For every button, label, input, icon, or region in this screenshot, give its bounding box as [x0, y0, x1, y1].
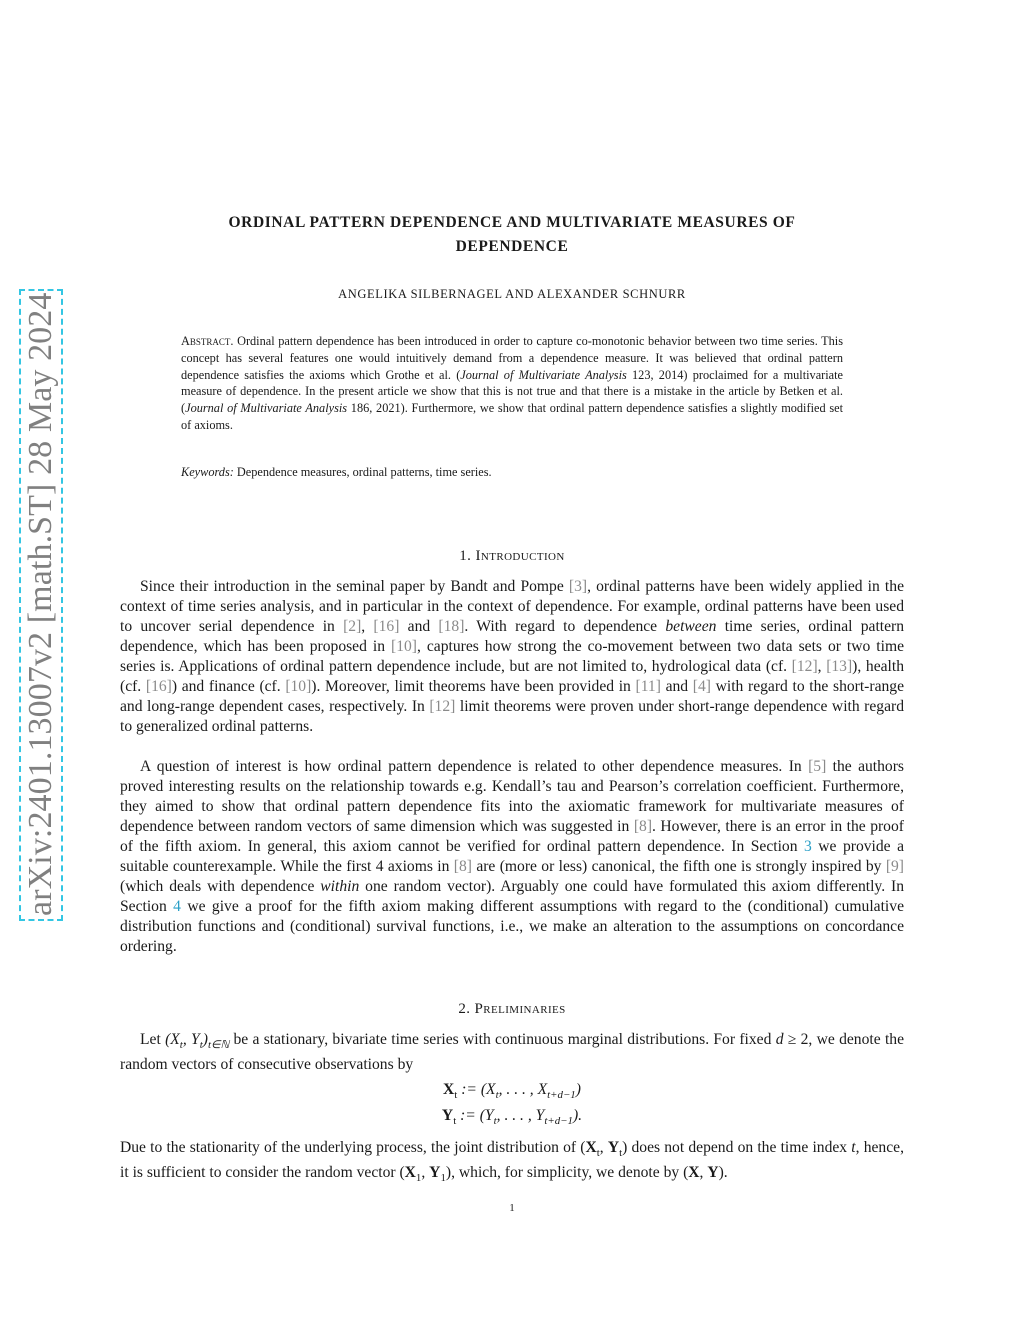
vector-symbol: Y — [607, 1139, 620, 1156]
text-run: and — [399, 618, 439, 635]
section-crossref[interactable]: 3 — [804, 838, 812, 855]
math-run: (X — [165, 1031, 180, 1048]
text-run: , — [817, 658, 827, 675]
section-heading-introduction: 1. Introduction — [459, 548, 565, 564]
citation-link[interactable]: [12] — [429, 698, 456, 715]
keywords-label: Keywords: — [181, 465, 234, 479]
abstract-text-3: 186, 2021). Furthermore, we show that ordinal pattern dependence satisfies a slightly modified set of axioms. — [181, 401, 843, 432]
text-run: limit theorems were proven under short-range dependence with regard to generalized ordinal patterns. — [120, 698, 905, 735]
citation-link[interactable]: [8] — [633, 818, 653, 835]
arxiv-identifier[interactable]: arXiv:2401.13007v2 [math.ST] 28 May 2024 — [22, 292, 59, 916]
vector-symbol: X — [585, 1139, 597, 1156]
text-run: ) does not depend on the time index — [622, 1139, 852, 1156]
text-run: time series, ordinal pattern dependence, which has been proposed in — [120, 618, 905, 655]
text-run: , captures how strong the co-movement between two data sets or two time series is. Applications of ordinal pattern dependence include, but are not limited to, hydrological data (cf. — [120, 638, 904, 675]
citation-link[interactable]: [9] — [885, 858, 904, 875]
math-subscript: 1 — [415, 1172, 422, 1185]
citation-link[interactable]: [4] — [692, 678, 711, 695]
text-run: , — [421, 1164, 430, 1182]
citation-link[interactable]: [10] — [285, 678, 312, 695]
text-run: , ordinal patterns have been widely applied in the context of time series analysis, and in particular in the context of dependence. For example, ordinal patterns have been used to uncover serial dependence in — [120, 578, 904, 635]
math-run: , . . . , Y — [496, 1107, 545, 1124]
intro-paragraph-1 — [120, 577, 904, 737]
citation-link[interactable]: [13] — [826, 658, 853, 675]
math-subscript: t — [179, 1039, 183, 1052]
math-subscript: t — [199, 1039, 203, 1052]
text-run: . However, there is an error in the proof of the fifth axiom. In general, this axiom cannot be verified for ordinal pattern dependence. In Section — [120, 818, 904, 855]
vector-symbol: Y — [441, 1107, 454, 1124]
text-run: are (more or less) canonical, the fifth one is strongly inspired by — [471, 858, 886, 875]
math-run: ). — [572, 1107, 583, 1124]
text-run: , — [699, 1164, 708, 1182]
text-run: ). Moreover, limit theorems have been provided in — [311, 678, 636, 695]
citation-link[interactable]: [18] — [438, 618, 465, 635]
vector-symbol: X — [688, 1164, 700, 1182]
title-line-2: DEPENDENCE — [455, 238, 569, 255]
vector-symbol: X — [443, 1081, 455, 1098]
section-crossref[interactable]: 4 — [173, 898, 181, 915]
citation-link[interactable]: [2] — [343, 618, 362, 635]
math-run: := (Y — [456, 1107, 494, 1124]
section-heading-preliminaries: 2. Preliminaries — [458, 1001, 566, 1017]
text-run: with regard to the short-range and long-range dependent cases, respectively. In — [120, 678, 905, 715]
paper-title — [120, 211, 904, 259]
math-inline: d — [775, 1031, 784, 1048]
text-run: one random vector). Arguably one could have formulated this axiom differently. In Section — [120, 878, 905, 915]
citation-link[interactable]: [16] — [145, 678, 172, 695]
math-run: := (X — [457, 1081, 496, 1098]
math-subscript: t — [454, 1089, 458, 1102]
text-run: (which deals with dependence — [120, 878, 321, 895]
citation-link[interactable]: [3] — [568, 578, 588, 595]
math-subscript: t+d−1 — [547, 1089, 576, 1102]
text-run: ≥ 2, we denote the random vectors of consecutive observations by — [120, 1031, 905, 1074]
math-subscript: t — [596, 1147, 600, 1160]
math-run: , Y — [182, 1031, 200, 1048]
abstract-label: Abstract. — [181, 334, 234, 348]
emphasis-within: within — [320, 878, 360, 895]
math-subscript: t — [495, 1089, 499, 1102]
math-subscript: t — [493, 1115, 497, 1128]
vector-symbol: X — [404, 1164, 416, 1182]
vector-symbol: Y — [429, 1164, 441, 1182]
vector-symbol: Y — [707, 1164, 719, 1182]
citation-link[interactable]: [5] — [808, 758, 827, 775]
page-number: 1 — [509, 1202, 515, 1214]
text-run: . With regard to dependence — [464, 618, 666, 635]
citation-link[interactable]: [8] — [453, 858, 472, 875]
math-inline: t — [851, 1139, 856, 1156]
abstract-journal-2: Journal of Multivariate Analysis — [185, 401, 348, 416]
text-run: , — [361, 618, 374, 635]
text-run: ). — [718, 1164, 728, 1182]
equation-x-vector — [120, 1078, 904, 1107]
abstract-journal-1: Journal of Multivariate Analysis — [460, 367, 627, 382]
text-run: we give a proof for the fifth axiom making different assumptions with regard to the (conditional) cumulative distribution functions and (conditional) survival functions, i.e., we make an alteration to the assumptions on concordance ordering. — [120, 898, 904, 955]
citation-link[interactable]: [12] — [791, 658, 818, 675]
keywords — [181, 464, 843, 481]
prelim-paragraph-1 — [120, 1030, 904, 1075]
math-subscript: t — [453, 1115, 457, 1128]
keywords-text: Dependence measures, ordinal patterns, time series. — [233, 465, 492, 479]
math-inline — [165, 1031, 230, 1052]
abstract-text-1: Ordinal pattern dependence has been introduced in order to capture co-monotonic behavior between two time series. This concept has several features one would intuitively demand from a dependence measure. It was believed that ordinal pattern dependence satisfies the axioms which Grothe et al. ( — [181, 334, 843, 382]
text-run: Let — [140, 1031, 166, 1048]
text-run: Due to the stationarity of the underlying process, the joint distribution of ( — [120, 1139, 586, 1156]
text-run: , — [599, 1139, 608, 1156]
citation-link[interactable]: [16] — [373, 618, 400, 635]
math-run: , . . . , X — [498, 1081, 548, 1098]
math-subscript: t∈ℕ — [207, 1039, 230, 1052]
abstract-text-2: 123, 2014) proclaimed for a multivariate measure of dependence. In the present article we show that this is not true and that there is a mistake in the article by Betken et al. ( — [181, 367, 843, 416]
intro-paragraph-2 — [120, 757, 904, 957]
equation-y-vector — [120, 1104, 904, 1133]
math-subscript: 1 — [440, 1172, 446, 1185]
text-run: we provide a suitable counterexample. While the first 4 axioms in — [120, 838, 904, 875]
citation-link[interactable]: [10] — [391, 638, 417, 655]
text-run: be a stationary, bivariate time series with continuous marginal distributions. For fixed — [229, 1031, 776, 1048]
text-run: and — [660, 678, 693, 695]
citation-link[interactable]: [11] — [635, 678, 661, 695]
text-run: ), health (cf. — [120, 658, 904, 695]
text-run: A question of interest is how ordinal pattern dependence is related to other dependence measures. In — [140, 758, 809, 775]
title-line-1: ORDINAL PATTERN DEPENDENCE AND MULTIVARIATE MEASURES OF — [228, 214, 796, 231]
abstract — [181, 333, 843, 434]
prelim-paragraph-2 — [120, 1138, 904, 1188]
text-run: , hence, it is sufficient to consider the random vector ( — [120, 1139, 904, 1182]
math-subscript: t — [619, 1147, 623, 1160]
emphasis-between: between — [665, 618, 717, 635]
paper-authors: ANGELIKA SILBERNAGEL AND ALEXANDER SCHNURR — [338, 287, 686, 301]
text-run: ), which, for simplicity, we denote by ( — [445, 1164, 689, 1182]
math-run: ) — [202, 1031, 208, 1048]
text-run: Since their introduction in the seminal paper by Bandt and Pompe — [140, 578, 569, 595]
math-run: ) — [575, 1081, 581, 1098]
math-subscript: t+d−1 — [544, 1115, 573, 1128]
text-run: the authors proved interesting results on the relationship towards e.g. Kendall’s tau and Pearson’s correlation coefficient. Furthermore, they aimed to show that ordinal pattern dependence fits into the axiomatic framework for multivariate measures of dependence between random vectors of same dimension which was suggested in — [120, 758, 904, 835]
text-run: ) and finance (cf. — [171, 678, 286, 695]
